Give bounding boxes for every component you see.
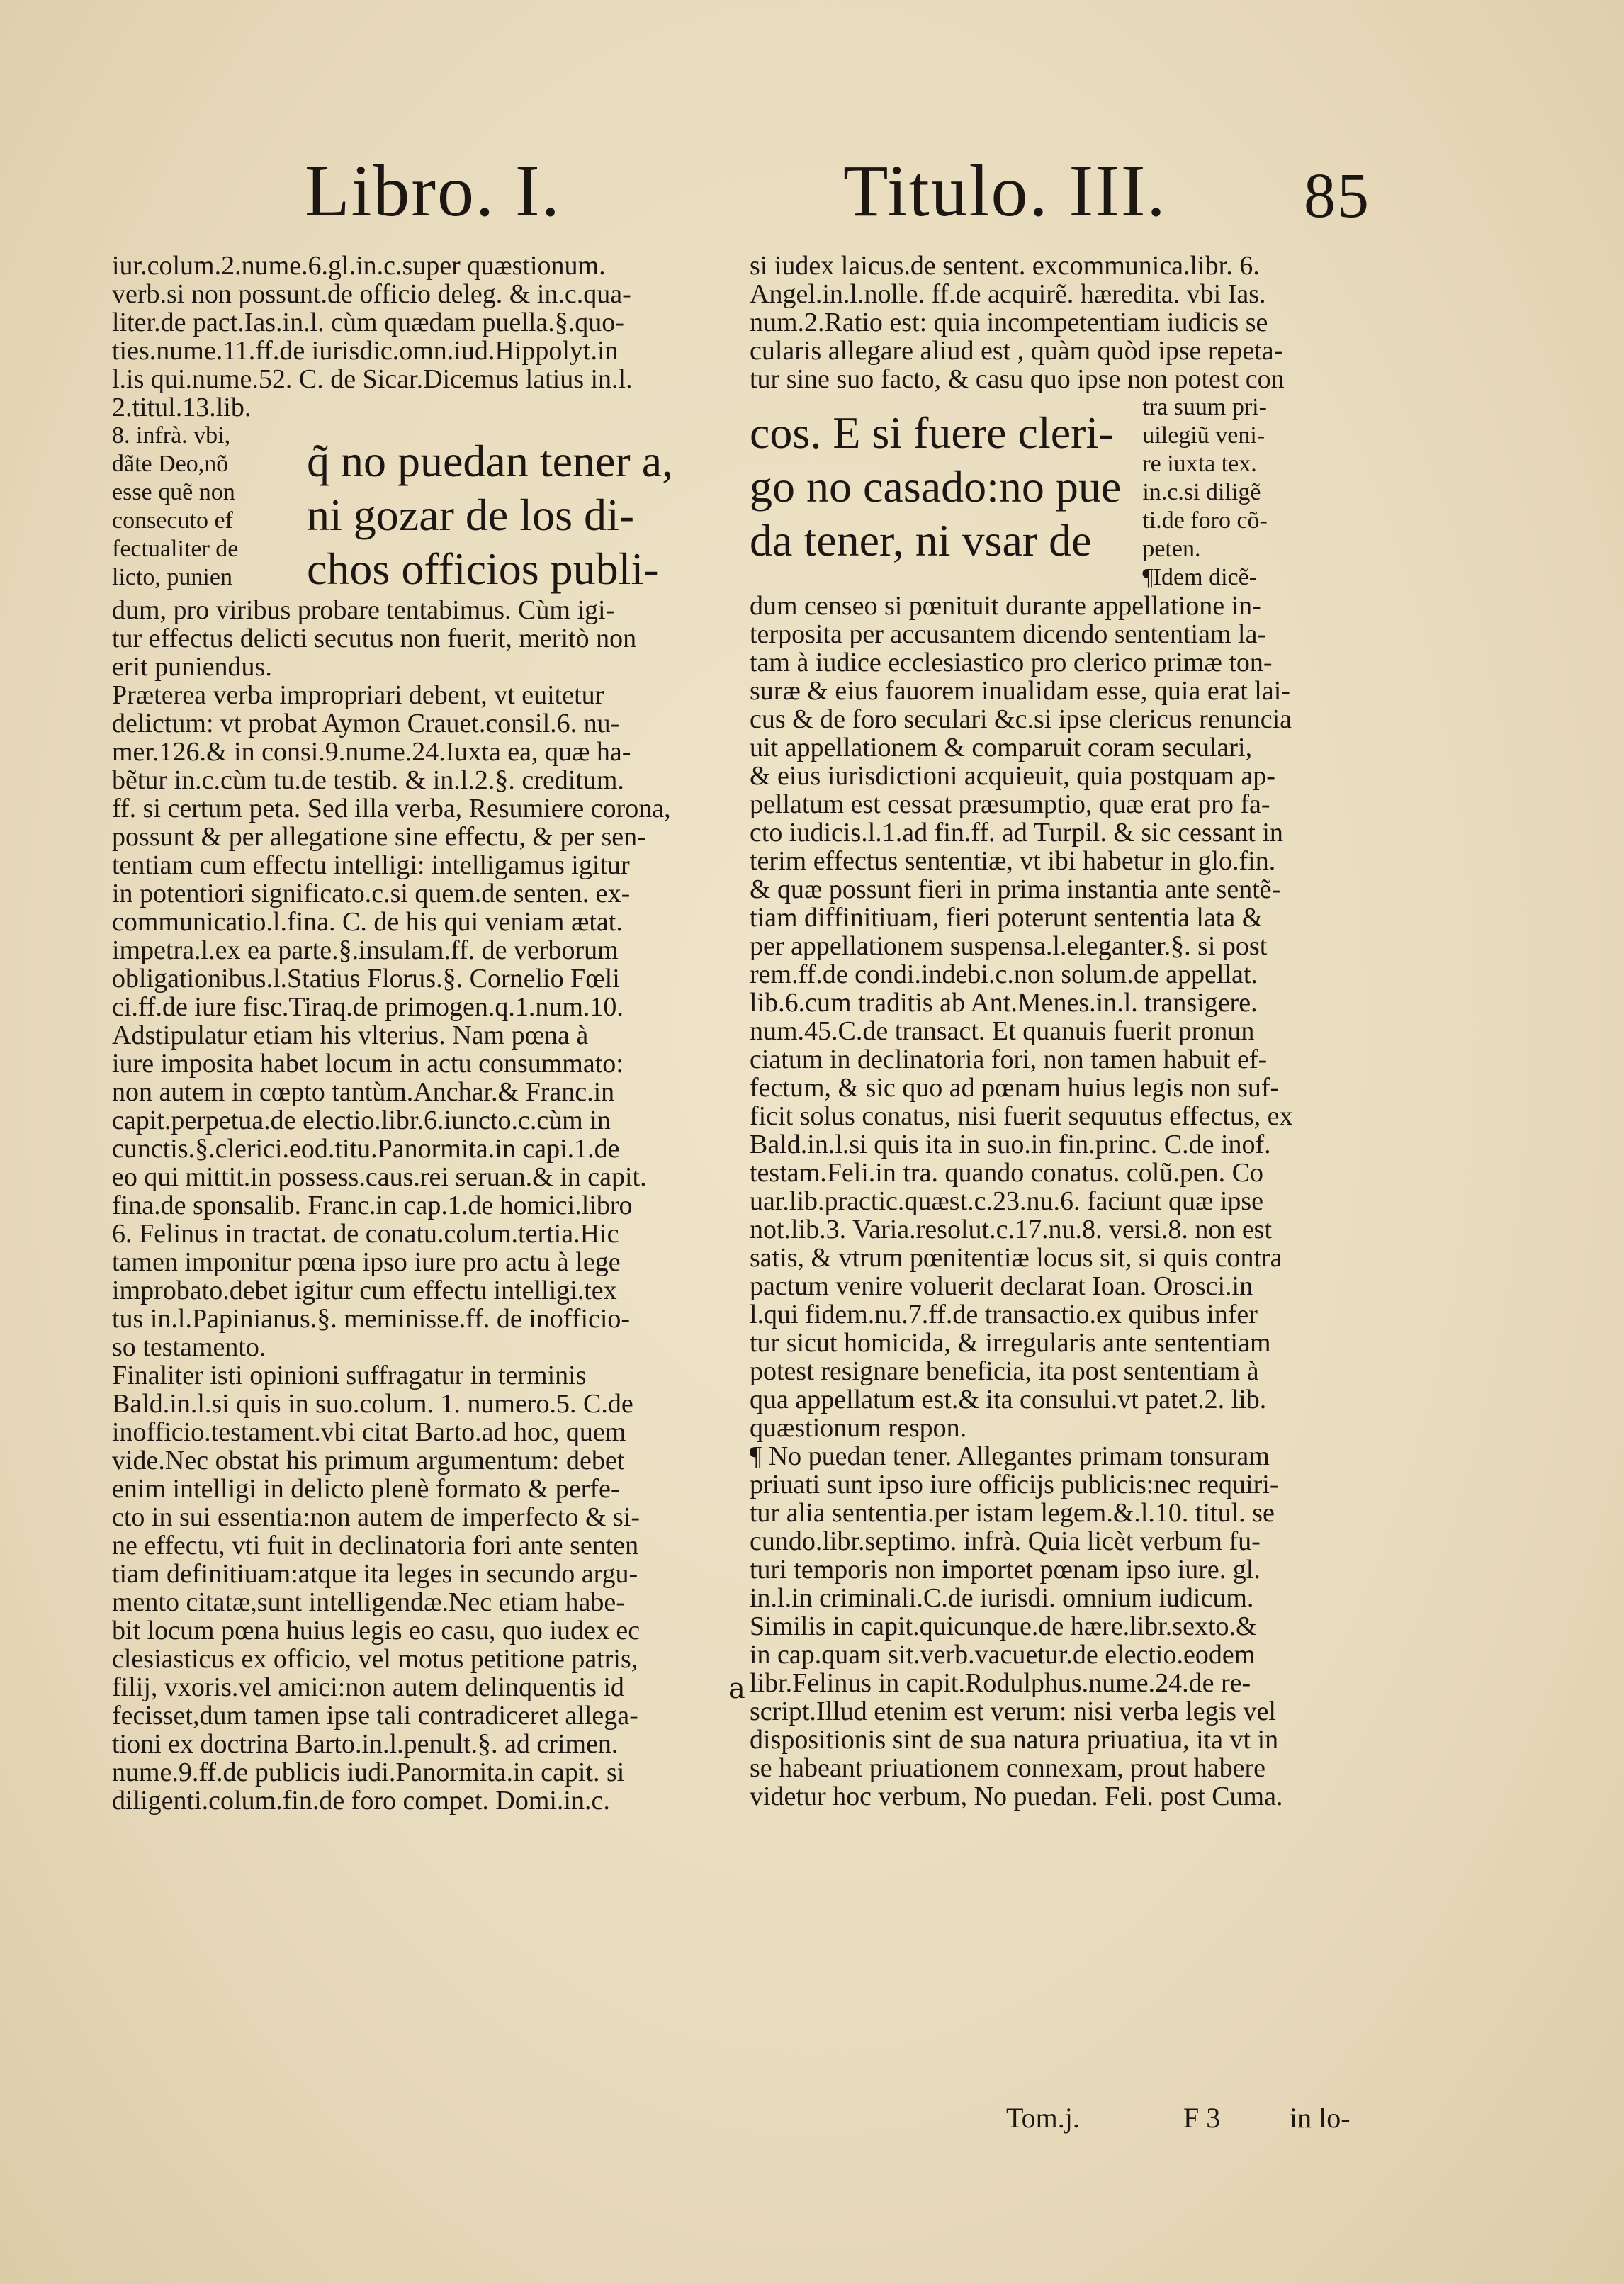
text-line: suræ & eius fauorem inualidam esse, quia erat lai- [750, 677, 1290, 705]
text-line: in cap.quam sit.verb.vacuetur.de electio.eodem [750, 1641, 1256, 1669]
text-line: dum, pro viribus probare tentabimus. Cùm igi- [112, 596, 615, 624]
left-law-block [112, 422, 707, 596]
text-line: terposita per accusantem dicendo sententiam la- [750, 620, 1267, 648]
text-line: rem.ff.de condi.indebi.c.non solum.de appellat. [750, 960, 1258, 989]
text-line: cus & de foro seculari &c.si ipse clericus renuncia [750, 705, 1292, 733]
footer-signature: F 3 [1183, 2102, 1221, 2134]
law-line: da tener, ni vsar de [750, 515, 1092, 566]
text-line: delictum: vt probat Aymon Crauet.consil.6. nu- [112, 709, 620, 738]
law-line: cos. E si fuere cleri- [750, 407, 1114, 458]
text-line: non autem in cœpto tantùm.Anchar.& Franc.in [112, 1078, 615, 1106]
right-top-paragraph [750, 252, 1359, 393]
law-line: ni gozar de los di- [307, 490, 635, 540]
gloss-side-text [1142, 393, 1312, 592]
text-line: tur effectus delicti secutus non fuerit, meritò non [112, 624, 637, 653]
text-line: cunctis.§.clerici.eod.titu.Panormita.in capi.1.de [112, 1135, 620, 1163]
text-line: vide.Nec obstat his primum argumentum: debet [112, 1446, 625, 1475]
text-line: possunt & per allegatione sine effectu, & per sen- [112, 823, 646, 851]
law-text-left [307, 434, 673, 596]
text-line: dispositionis sint de sua natura priuatiua, ita vt in [750, 1726, 1279, 1754]
law-line: go no casado:no pue [750, 461, 1122, 512]
text-line: mer.126.& in consi.9.nume.24.Iuxta ea, quæ ha- [112, 738, 631, 766]
text-line: num.2.Ratio est: quia incompetentiam iudicis se [750, 308, 1268, 337]
left-top-paragraph [112, 252, 707, 422]
footer-tome: Tom.j. [1006, 2102, 1080, 2134]
left-column [112, 252, 707, 1815]
gloss-side-text [112, 422, 286, 592]
text-line: priuati sunt ipso iure officijs publicis:nec requiri- [750, 1470, 1279, 1499]
text-line: communicatio.l.fina. C. de his qui veniam ætat. [112, 908, 623, 936]
text-line: diligenti.colum.fin.de foro compet. Domi.in.c. [112, 1787, 610, 1815]
text-line: potest resignare beneficia, ita post sententiam à [750, 1357, 1259, 1385]
text-line: cularis allegare aliud est , quàm quòd ipse repeta- [750, 337, 1283, 365]
text-line: Adstipulatur etiam his vlterius. Nam pœna à [112, 1021, 589, 1050]
text-line: l.is qui.nume.52. C. de Sicar.Dicemus latius in.l. [112, 365, 633, 393]
law-line: q̃ no puedan tener a, [307, 436, 674, 486]
text-line: in potentiori significato.c.si quem.de senten. ex- [112, 879, 631, 908]
text-line: & quæ possunt fieri in prima instantia ante sentẽ- [750, 875, 1281, 904]
text-line: terim effectus sententiæ, vt ibi habetur in glo.fin. [750, 847, 1276, 875]
text-line: ¶ No puedan tener. Allegantes primam tonsuram [750, 1442, 1270, 1470]
text-line: peten. [1142, 536, 1201, 562]
text-line: eo qui mittit.in possess.caus.rei seruan.& in capit. [112, 1163, 647, 1191]
text-line: inofficio.testament.vbi citat Barto.ad hoc, quem [112, 1418, 626, 1446]
text-line: ne effectu, vti fuit in declinatoria fori ante senten [112, 1531, 639, 1560]
text-line: consecuto ef [112, 507, 233, 534]
text-line: bit locum pœna huius legis eo casu, quo iudex ec [112, 1616, 641, 1645]
text-line: ciatum in declinatoria fori, non tamen habuit ef- [750, 1045, 1268, 1074]
text-line: uilegiũ veni- [1142, 422, 1265, 449]
text-line: cto iudicis.l.1.ad fin.ff. ad Turpil. & sic cessant in [750, 818, 1283, 847]
text-line: 2.titul.13.lib. [112, 393, 252, 422]
text-line: erit puniendus. [112, 653, 272, 681]
page-number: 85 [1304, 161, 1370, 231]
text-line: cto in sui essentia:non autem de imperfecto & si- [112, 1503, 641, 1531]
text-line: ti.de foro cõ- [1142, 507, 1268, 534]
left-body-paragraphs [112, 596, 707, 1815]
text-line: cundo.libr.septimo. infrà. Quia licèt verbum fu- [750, 1527, 1261, 1556]
text-line: enim intelligi in delicto plenè formato & perfe- [112, 1475, 620, 1503]
text-line: quæstionum respon. [750, 1414, 967, 1442]
text-line: uit appellationem & comparuit coram seculari, [750, 733, 1253, 762]
text-line: 8. infrà. vbi, [112, 422, 231, 449]
text-line: uar.lib.practic.quæst.c.23.nu.6. faciunt quæ ipse [750, 1187, 1264, 1215]
text-line: & eius iurisdictioni acquieuit, quia postquam ap- [750, 762, 1275, 790]
text-line: mento citatæ,sunt intelligendæ.Nec etiam habe- [112, 1588, 625, 1616]
text-line: qua appellatum est.& ita consului.vt patet.2. lib. [750, 1385, 1267, 1414]
text-line: in.c.si diligẽ [1142, 479, 1261, 505]
text-line: bẽtur in.c.cùm tu.de testib. & in.l.2.§. creditum. [112, 766, 624, 794]
text-line: capit.perpetua.de electio.libr.6.iuncto.c.cùm in [112, 1106, 611, 1135]
text-line: Bald.in.l.si quis in suo.colum. 1. numero.5. C.de [112, 1390, 633, 1418]
text-line: Bald.in.l.si quis ita in suo.in fin.princ. C.de inof. [750, 1130, 1271, 1159]
text-line: ci.ff.de iure fisc.Tiraq.de primogen.q.1.num.10. [112, 993, 624, 1021]
text-line: tamen imponitur pœna ipso iure pro actu à lege [112, 1248, 621, 1276]
text-line: Finaliter isti opinioni suffragatur in terminis [112, 1361, 587, 1390]
text-line: nume.9.ff.de publicis iudi.Panormita.in capit. si [112, 1758, 625, 1787]
text-line: esse quẽ non [112, 479, 235, 505]
text-line: lib.6.cum traditis ab Ant.Menes.in.l. transigere. [750, 989, 1258, 1017]
text-line: per appellationem suspensa.l.eleganter.§. si post [750, 932, 1268, 960]
text-line: tur alia sententia.per istam legem.&.l.10. titul. se [750, 1499, 1275, 1527]
text-line: se habeant priuationem connexam, prout habere [750, 1754, 1266, 1782]
text-line: tus in.l.Papinianus.§. meminisse.ff. de inofficio- [112, 1305, 631, 1333]
text-line: dãte Deo,nõ [112, 451, 229, 477]
right-law-block [750, 393, 1359, 592]
law-text-right [750, 406, 1121, 568]
text-line: tur sine suo facto, & casu quo ipse non potest con [750, 365, 1285, 393]
text-line: pellatum est cessat præsumptio, quæ erat pro fa- [750, 790, 1270, 818]
text-line: script.Illud etenim est verum: nisi verba legis vel [750, 1697, 1276, 1726]
text-line: ff. si certum peta. Sed illa verba, Resumiere corona, [112, 794, 671, 823]
text-line: tentiam cum effectu intelligi: intelligamus igitur [112, 851, 630, 879]
text-line: improbato.debet igitur cum effectu intelligi.tex [112, 1276, 617, 1305]
text-line: tur sicut homicida, & irregularis ante sententiam [750, 1329, 1271, 1357]
text-line: re iuxta tex. [1142, 451, 1257, 477]
text-line: in.l.in criminali.C.de iurisdi. omnium iudicum. [750, 1584, 1254, 1612]
right-body-paragraphs [750, 592, 1359, 1811]
text-line: tam à iudice ecclesiastico pro clerico primæ ton- [750, 648, 1273, 677]
text-line: l.qui fidem.nu.7.ff.de transactio.ex quibus infer [750, 1300, 1258, 1329]
text-line: tiam diffinitiuam, fieri poterunt sententia lata & [750, 904, 1263, 932]
running-head-libro: Libro. I. [305, 150, 561, 232]
text-line: liter.de pact.Ias.in.l. cùm quædam puella.§.quo- [112, 308, 624, 337]
text-line: iur.colum.2.nume.6.gl.in.c.super quæstionum. [112, 252, 606, 280]
text-line: 6. Felinus in tractat. de conatu.colum.tertia.Hic [112, 1220, 619, 1248]
text-line: Similis in capit.quicunque.de hære.libr.sexto.& [750, 1612, 1257, 1641]
text-line: fectum, & sic quo ad pœnam huius legis non suf- [750, 1074, 1280, 1102]
law-line: chos officios publi- [307, 544, 659, 594]
text-line: tra suum pri- [1142, 394, 1267, 420]
text-line: Angel.in.l.nolle. ff.de acquirẽ. hæredita. vbi Ias. [750, 280, 1266, 308]
text-line: impetra.l.ex ea parte.§.insulam.ff. de verborum [112, 936, 619, 964]
text-line: si iudex laicus.de sentent. excommunica.libr. 6. [750, 252, 1260, 280]
text-line: tioni ex doctrina Barto.in.l.penult.§. ad crimen. [112, 1730, 619, 1758]
text-line: fecisset,dum tamen ipse tali contradiceret allega- [112, 1701, 638, 1730]
right-column [750, 252, 1359, 1811]
text-line: filij, vxoris.vel amici:non autem delinquentis id [112, 1673, 624, 1701]
text-line: Præterea verba impropriari debent, vt euitetur [112, 681, 604, 709]
footer-catchword: in lo- [1290, 2102, 1350, 2134]
text-line: satis, & vtrum pœnitentiæ locus sit, si quis contra [750, 1244, 1282, 1272]
text-line: iure imposita habet locum in actu consummato: [112, 1050, 624, 1078]
text-line: libr.Felinus in capit.Rodulphus.nume.24.de re- [750, 1669, 1251, 1697]
text-line: ties.nume.11.ff.de iurisdic.omn.iud.Hippolyt.in [112, 337, 619, 365]
text-line: fectualiter de [112, 536, 239, 562]
text-line: num.45.C.de transact. Et quanuis fuerit pronun [750, 1017, 1255, 1045]
text-line: ¶Idem dicẽ- [1142, 564, 1258, 590]
text-line: obligationibus.l.Statius Florus.§. Cornelio Fœli [112, 964, 620, 993]
text-line: turi temporis non importet pœnam ipso iure. gl. [750, 1556, 1261, 1584]
text-line: videtur hoc verbum, No puedan. Feli. post Cuma. [750, 1782, 1283, 1811]
text-line: licto, punien [112, 564, 232, 590]
text-line: ficit solus conatus, nisi fuerit sequutus effectus, ex [750, 1102, 1293, 1130]
text-line: clesiasticus ex officio, vel motus petitione patris, [112, 1645, 638, 1673]
text-line: tiam definitiuam:atque ita leges in secundo argu- [112, 1560, 638, 1588]
gloss-note-marker: a [728, 1672, 745, 1705]
text-line: dum censeo si pœnituit durante appellatione in- [750, 592, 1261, 620]
text-line: fina.de sponsalib. Franc.in cap.1.de homici.libro [112, 1191, 633, 1220]
text-line: verb.si non possunt.de officio deleg. & in.c.qua- [112, 280, 631, 308]
text-line: not.lib.3. Varia.resolut.c.17.nu.8. versi.8. non est [750, 1215, 1273, 1244]
text-line: testam.Feli.in tra. quando conatus. colũ.pen. Co [750, 1159, 1264, 1187]
text-line: so testamento. [112, 1333, 266, 1361]
text-line: pactum venire voluerit declarat Ioan. Orosci.in [750, 1272, 1253, 1300]
running-head-titulo: Titulo. III. [843, 150, 1167, 232]
